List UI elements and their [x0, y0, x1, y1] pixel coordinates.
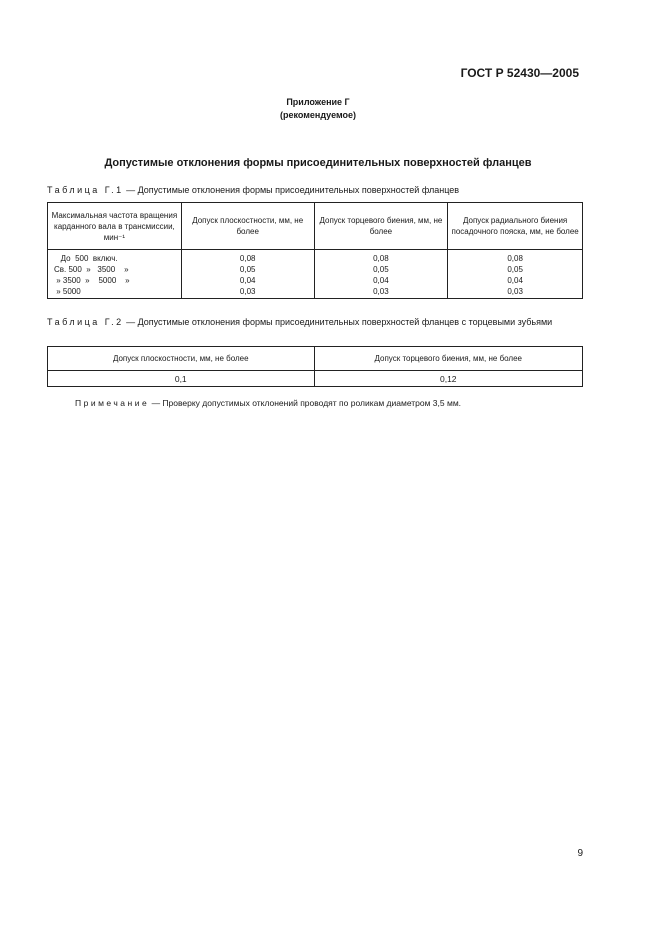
table1-header-row — [48, 203, 583, 250]
table1 — [47, 202, 583, 299]
table1-caption — [47, 185, 583, 196]
appendix-status: (рекомендуемое) — [280, 110, 356, 120]
flatness-cell — [181, 250, 314, 299]
table1-body-row — [48, 250, 583, 299]
table1-caption-label: Таблица Г.1 — [47, 185, 124, 195]
table2-header-row — [48, 347, 583, 371]
radial-runout-cell — [448, 250, 583, 299]
note — [75, 398, 461, 408]
speed-range: » 5000 — [54, 287, 81, 296]
speed-range: » 3500 » 5000 » — [54, 276, 130, 285]
flatness-value: 0,04 — [239, 276, 256, 285]
face-runout-value: 0,04 — [373, 276, 389, 285]
note-label: Примечание — [75, 398, 150, 408]
appendix-block — [0, 96, 636, 122]
table2-caption — [47, 317, 583, 328]
table1-header-flatness: Допуск плоскостности, мм, не более — [181, 203, 314, 250]
flatness-value: 0,05 — [239, 265, 256, 274]
table2-header-flatness: Допуск плоскостности, мм, не более — [48, 347, 315, 371]
table2-caption-text: — Допустимые отклонения формы присоединительных поверхностей фланцев с торцевыми зубьями — [123, 317, 553, 327]
radial-runout-value: 0,08 — [507, 254, 523, 263]
flatness-value: 0,03 — [239, 287, 256, 296]
face-runout-value: 0,03 — [373, 287, 389, 296]
speed-range-cell — [48, 250, 182, 299]
document-code: ГОСТ Р 52430—2005 — [460, 66, 579, 80]
table1-header-face-runout: Допуск торцевого биения, мм, не более — [314, 203, 448, 250]
table1-header-radial-runout: Допуск радиального биения посадочного пояска, мм, не более — [448, 203, 583, 250]
radial-runout-value: 0,05 — [507, 265, 523, 274]
face-runout-value: 0,05 — [373, 265, 389, 274]
section-heading: Допустимые отклонения формы присоединительных поверхностей фланцев — [104, 157, 532, 169]
flatness-value: 0,08 — [239, 254, 256, 263]
radial-runout-value: 0,03 — [507, 287, 523, 296]
table2-header-face-runout: Допуск торцевого биения, мм, не более — [314, 347, 582, 371]
table2-body-row — [48, 371, 583, 387]
radial-runout-value: 0,04 — [507, 276, 523, 285]
speed-range: Св. 500 » 3500 » — [54, 265, 129, 274]
table2-caption-label: Таблица Г.2 — [47, 317, 124, 327]
table1-caption-text: — Допустимые отклонения формы присоединительных поверхностей фланцев — [123, 185, 460, 195]
table2 — [47, 346, 583, 387]
table2-face-runout-value: 0,12 — [314, 371, 582, 387]
table1-header-speed: Максимальная частота вращения карданного вала в трансмиссии, мин⁻¹ — [48, 203, 182, 250]
face-runout-cell — [314, 250, 448, 299]
note-text: — Проверку допустимых отклонений проводят по роликам диаметром 3,5 мм. — [149, 398, 462, 408]
page-number: 9 — [577, 848, 583, 859]
table2-flatness-value: 0,1 — [48, 371, 315, 387]
appendix-title: Приложение Г — [286, 97, 350, 107]
speed-range: До 500 включ. — [54, 254, 118, 263]
face-runout-value: 0,08 — [373, 254, 389, 263]
